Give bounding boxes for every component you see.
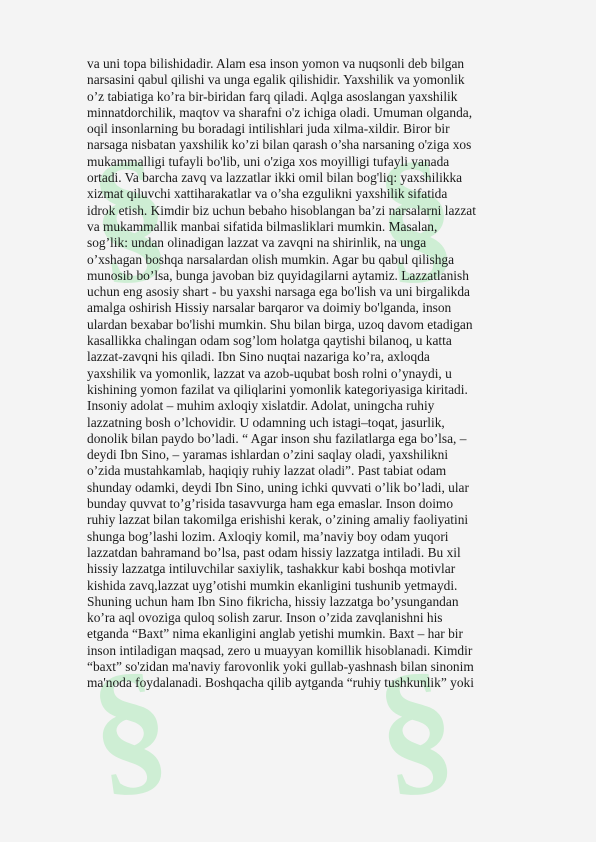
text-line: va mukammallik manbai sifatida bilmasliklari mumkin. Masalan, bbox=[87, 218, 438, 234]
text-line: ulardan bexabar bo'lishi mumkin. Shu bilan birga, uzoq davom etadigan bbox=[87, 316, 473, 332]
text-line: lazzatdan bahramand bo’lsa, past odam hissiy lazzatga intiladi. Bu xil bbox=[87, 544, 461, 560]
text-line: sog’lik: undan olinadigan lazzat va zavqni na shirinlik, na unga bbox=[87, 235, 427, 251]
text-line: ruhiy lazzat bilan takomilga erishishi kerak, o’zining amaliy faoliyatini bbox=[87, 512, 469, 528]
text-line: inson intiladigan maqsad, zero u muayyan komillik hisoblanadi. Kimdir bbox=[87, 642, 473, 658]
text-line: va uni topa bilishidadir. Alam esa inson yomon va nuqsonli deb bilgan bbox=[87, 56, 465, 71]
text-line: yaxshilik va yomonlik, lazzat va azob-uqubat bosh rolni o’ynaydi, u bbox=[87, 365, 452, 381]
text-line: o’zida mustahkamlab, haqiqiy ruhiy lazzat oladi”. Past tabiat odam bbox=[87, 463, 447, 479]
text-line: mukammalligi tufayli bo'lib, uni o'ziga xos moyilligi tufayli yanada bbox=[87, 153, 450, 169]
text-line: Shuning uchun ham Ibn Sino fikricha, hissiy lazzatga bo’ysungandan bbox=[87, 593, 459, 609]
watermark-mark: § bbox=[80, 638, 179, 814]
text-line: deydi Ibn Sino, – yaramas ishlardan o’zini saqlay oladi, yaxshilikni bbox=[87, 447, 449, 463]
body-text bbox=[87, 56, 533, 692]
text-line: munosib bo’lsa, bunga javoban biz quyidagilarni aytamiz. Lazzatlanish bbox=[87, 267, 469, 283]
text-line: o’z tabiatiga ko’ra bir-biridan farq qiladi. Aqlga asoslangan yaxshilik bbox=[87, 88, 458, 104]
text-line: “baxt” so'zidan ma'naviy farovonlik yoki gullab-yashnash bilan sinonim bbox=[87, 658, 474, 674]
watermark-mark: § bbox=[80, 126, 179, 302]
text-line: etganda “Baxt” nima ekanligini anglab yetishi mumkin. Baxt – har bir bbox=[87, 626, 463, 642]
text-line: kasallikka chalingan odam sog’lom holatga qaytishi bilanoq, u katta bbox=[87, 333, 452, 349]
text-line: lazzat-zavqni his qiladi. Ibn Sino nuqtai nazariga ko’ra, axloqda bbox=[87, 349, 430, 365]
text-line: xizmat qiluvchi xattiharakatlar va o’sha ezgulikni yaxshilik sifatida bbox=[87, 186, 448, 202]
text-line: kishining yomon fazilat va qiliqlarini yomonlik kategoriyasiga kiritadi. bbox=[87, 381, 468, 397]
text-line: narsasini qabul qilishi va unga egalik qilishidir. Yaxshilik va yomonlik bbox=[87, 72, 465, 88]
text-line: ko’ra aql ovoziga quloq solish zarur. Inson o’zida zavqlanishni his bbox=[87, 610, 443, 626]
text-line: Insoniy adolat – muhim axloqiy xislatdir. Adolat, uningcha ruhiy bbox=[87, 398, 435, 414]
text-line: shunga bog’lashi lozim. Axloqiy komil, ma’naviy boy odam yuqori bbox=[87, 528, 449, 544]
text-line: ma'noda foydalanadi. Boshqacha qilib aytganda “ruhiy tushkunlik” yoki bbox=[87, 675, 474, 691]
text-line: shunday odamki, deydi Ibn Sino, uning ichki quvvati o’lik bo’ladi, ular bbox=[87, 479, 469, 495]
watermark-mark: § bbox=[366, 638, 465, 814]
text-line: kishida zavq,lazzat uyg’otishi mumkin ekanligini tushunib yetmaydi. bbox=[87, 577, 458, 593]
text-line: ortadi. Va barcha zavq va lazzatlar ikki omil bilan bog'liq: yaxshilikka bbox=[87, 170, 463, 186]
text-line: uchun eng asosiy shart - bu yaxshi narsaga ega bo'lish va uni birgalikda bbox=[87, 284, 470, 300]
text-line: idrok etish. Kimdir biz uchun bebaho hisoblangan ba’zi narsalarni lazzat bbox=[87, 202, 476, 218]
text-line: hissiy lazzatga intiluvchilar saxiylik, tashakkur kabi boshqa motivlar bbox=[87, 561, 456, 577]
text-line: lazzatning bosh o’lchovidir. U odamning uch istagi–toqat, jasurlik, bbox=[87, 414, 445, 430]
text-line: bunday quvvat to’g’risida tasavvurga ham ega emaslar. Inson doimo bbox=[87, 496, 454, 512]
text-line: narsaga nisbatan yaxshilik ko’zi bilan qarash o’sha narsaning o'ziga xos bbox=[87, 137, 472, 153]
text-line: donolik bilan paydo bo’ladi. “ Agar inson shu fazilatlarga ega bo’lsa, – bbox=[87, 430, 467, 446]
text-line: amalga oshirish Hissiy narsalar barqaror va doimiy bo'lganda, inson bbox=[87, 300, 452, 316]
text-line: oqil insonlarning bu boradagi intilishlari juda xilma-xildir. Biror bir bbox=[87, 121, 450, 137]
text-line: o’xshagan boshqa narsalardan olish mumkin. Agar bu qabul qilishga bbox=[87, 251, 455, 267]
watermark-mark: § bbox=[366, 126, 465, 302]
text-line: minnatdorchilik, maqtov va sharafni o'z ichiga oladi. Umuman olganda, bbox=[87, 104, 473, 120]
